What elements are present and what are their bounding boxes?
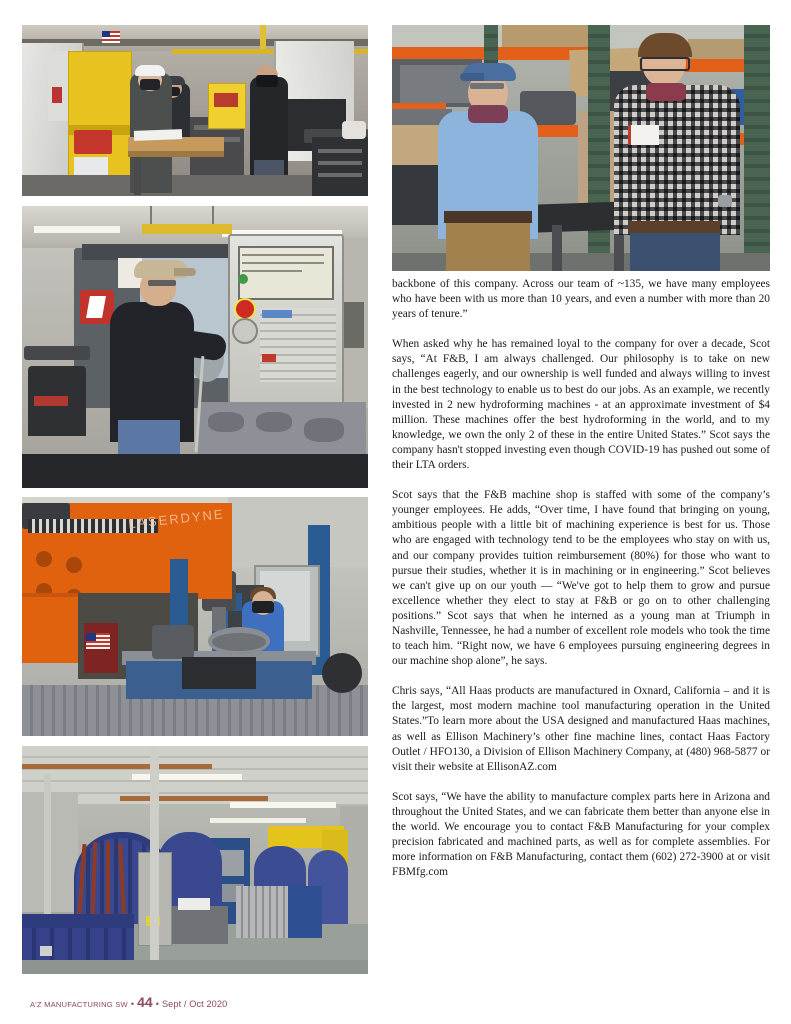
- photo-heat-treat-row: [22, 746, 368, 974]
- footer-separator: •: [130, 999, 135, 1009]
- photo-laserdyne-cell: [22, 497, 368, 736]
- photo-two-executives: [392, 25, 770, 271]
- photo-machine-shop-crew: [22, 25, 368, 196]
- right-content-column: [392, 25, 770, 271]
- left-photo-column: [22, 25, 368, 974]
- page-number: 44: [137, 994, 153, 1010]
- issue-date: Sept / Oct 2020: [161, 999, 228, 1009]
- article-paragraph: backbone of this company. Across our team of ~135, we have many employees who have been with us more than 10 years, and even a number with more than 20 years of tenure.”: [392, 278, 770, 321]
- page-footer: [30, 994, 227, 1010]
- article-paragraph: Scot says, “We have the ability to manufacture complex parts here in Arizona and throughout the United States, and we can fabricate them better than anyone else in the world. We encourage you to contact F&B Manufacturing for your complex precision fabricated and machined parts, as well as for complete assemblies. For more information on F&B Manufacturing, contact them (602) 272-3900 at or visit FBMfg.com: [392, 790, 770, 879]
- article-paragraph: When asked why he has remained loyal to the company for over a decade, Scot says, “At F&B, I am always challenged. Our philosophy is to take on new challenges eagerly, and our ownership is well funded and always willing to invest in the best technology to enable us to best do our jobs. As an example, we recently invested in 2 new hydroforming machines - at an approximate investment of $4 million. These machines offer the best hydroforming in the world, and to my knowledge, we own the only 2 of these in the entire United States.” Scot says the company hasn't stopped investing even though COVID-19 has pushed out some of their LTA orders.: [392, 338, 770, 472]
- article-paragraph: Chris says, “All Haas products are manufactured in Oxnard, California – and it is the largest, most modern machine tool manufacturing operation in the United States.”To learn more about the USA designed and manufactured Haas machines, as well as Ellison Machinery’s other fine machine lines, contact Haas Factory Outlet / HFO130, a Division of Ellison Machinery Company, at (480) 968-5877 or visit their website at EllisonAZ.com: [392, 685, 770, 773]
- photo-haas-lathe-operator: [22, 206, 368, 488]
- article-body: [392, 277, 770, 880]
- publication-brand: A'Z MANUFACTURING SW: [30, 1000, 128, 1009]
- article-paragraph: Scot says that the F&B machine shop is staffed with some of the company’s younger employees. He adds, “Over time, I have found that bringing on young, ambitious people with a little bit of machining experience is best for us. Those who are engaged with technology tend to be the employees who stay on with us, and our company provides tuition reimbursement (80%) for those who want to pursue their studies, whether it is in machining or in engineering.” Scot believes we can't give up on our youth — “We've got to help them to grow and pursue excellence whether they elect to stay at F&B or go on to other challenging positions.” Scot says that when he interned as a young man at Triumph in Nashville, Tennessee, he had a number of excellent role models who took the time to teach him. “Right now, we have 6 employees pursuing engineering degrees in our machine shop alone”, he says.: [392, 489, 770, 668]
- footer-separator: •: [155, 999, 159, 1009]
- laserdyne-brand-text: LASERDYNE: [127, 506, 226, 532]
